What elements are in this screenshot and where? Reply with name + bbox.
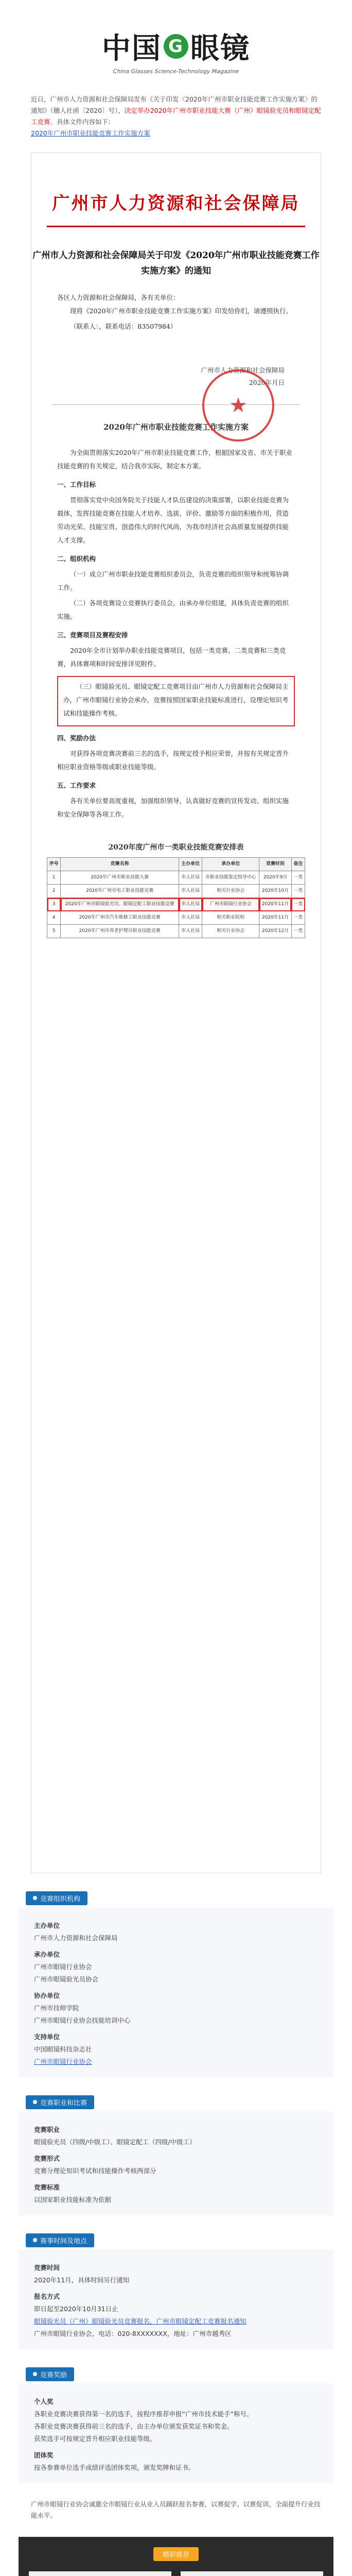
- info-section: [19, 2231, 333, 2349]
- section-value: 广州市人力资源和社会保障局: [34, 1934, 118, 1942]
- product-card[interactable]: [181, 2571, 323, 2576]
- table-row: [47, 925, 305, 938]
- section-body: [19, 1907, 333, 2077]
- product-image[interactable]: [181, 2571, 323, 2576]
- table-header-cell: 序号: [47, 858, 61, 871]
- section-value: 广州市眼镜验光员协会: [34, 1975, 99, 1983]
- table-row: [47, 898, 305, 911]
- table-cell: 相关行业协会: [202, 925, 259, 938]
- table-cell: 广州市眼镜行业协会: [202, 898, 259, 911]
- intro-paragraph: [0, 78, 352, 139]
- table-cell: 相关职业院校: [202, 911, 259, 925]
- outro-paragraph: 广州市眼镜行业协会诚邀全市眼镜行业从业人员踊跃报名参赛，以赛促学、以赛促训，全面提升行业技能水平。: [31, 2500, 321, 2519]
- doc-body: [31, 279, 321, 333]
- intro-text-1: 近日，广州市人力资源和社会保障局发布《关于印发〈2020年广州市职业技能竞赛工作实施方案〉的通知》（穗人社函〔2020〕号），: [31, 95, 318, 114]
- table-cell: 2020年广州市眼镜验光员、眼镜定配工职业技能竞赛: [61, 898, 179, 911]
- table-cell: 2020年广州市养老护理员职业技能竞赛: [61, 925, 179, 938]
- section-value: 各职业竞赛决赛获得前三名的选手，由主办单位颁发获奖证书和奖金。: [34, 2422, 234, 2430]
- section-body: [19, 2249, 333, 2349]
- section-tag: [26, 1891, 87, 1905]
- info-section: [19, 1889, 333, 2077]
- section-banner: [19, 1889, 333, 1907]
- product-grid: [29, 2571, 323, 2576]
- product-image[interactable]: [29, 2571, 171, 2576]
- doc-highlight-box: [57, 676, 295, 726]
- table-cell: 3: [47, 898, 61, 911]
- table-header-cell: 承办单位: [202, 858, 259, 871]
- table-cell: 市职业技能鉴定指导中心: [202, 871, 259, 885]
- recommend-tag: 精彩推荐: [153, 2547, 199, 2561]
- doc-section-heading: 四、奖励办法: [57, 734, 96, 742]
- table-cell: 一类: [291, 871, 305, 885]
- section-value: 各职业竞赛决赛获得第一名的选手，按程序推荐申报“广州市技术能手”称号。: [34, 2410, 253, 2418]
- table-header-cell: 竞赛名称: [61, 858, 179, 871]
- table-cell: 2020年11月: [259, 911, 291, 925]
- section-link[interactable]: 眼镜验光员（广州）眼镜验光员竞赛报名，广州市眼镜定配工竞赛报名通知: [34, 2317, 247, 2325]
- section-value: 广州市眼镜行业协会: [34, 1963, 92, 1971]
- section-tag-label: 赛事时间及地点: [40, 2237, 87, 2245]
- doc-paragraph: （二）各项竞赛设立竞赛执行委员会，由承办单位组建，具体负责竞赛的组织实施。: [57, 599, 289, 620]
- doc-section-heading: 二、组织机构: [57, 555, 96, 563]
- section-value: 按各参赛单位选手成绩评选团体奖项，颁发奖牌和证书。: [34, 2464, 195, 2471]
- recommend-section: [19, 2537, 333, 2576]
- doc-plan-body: [31, 434, 321, 821]
- section-banner: [19, 2093, 333, 2111]
- section-key: 协办单位: [34, 1992, 60, 1999]
- doc-highlight-paragraph: （三）眼镜验光员、眼镜定配工竞赛项目由广州市人力资源和社会保障局主办，广州市眼镜行业协会承办，竞赛按照国家职业技能标准进行，设理论知识考试和技能操作考核。: [63, 683, 289, 717]
- table-cell: 4: [47, 911, 61, 925]
- section-tag: [26, 2095, 94, 2109]
- doc-paragraph: 现将《2020年广州市职业技能竞赛工作实施方案》印发给你们，请遵照执行。: [70, 307, 292, 315]
- logo-left-text: 中国: [102, 32, 162, 65]
- table-cell: 2020年11月: [259, 898, 291, 911]
- section-body: [19, 2111, 333, 2215]
- table-cell: 1: [47, 871, 61, 885]
- section-tag: [26, 2367, 74, 2381]
- table-cell: 一类: [291, 911, 305, 925]
- section-value: 即日起至2020年10月31日止: [34, 2305, 118, 2313]
- table-cell: 5: [47, 925, 61, 938]
- section-value: 以国家职业技能标准为依据: [34, 2196, 112, 2204]
- intro-link[interactable]: 2020年广州市职业技能竞赛工作实施方案: [31, 129, 150, 137]
- doc-paragraph: 2020年全市计划举办职业技能竞赛项目，包括一类竞赛、二类竞赛和三类竞赛，具体赛项和时间安排详见附件。: [57, 647, 286, 668]
- intro-text-2: 。具体文件内容如下：: [50, 118, 115, 126]
- table-cell: 一类: [291, 885, 305, 898]
- info-section: [19, 2093, 333, 2215]
- doc-section-heading: 一、工作目标: [57, 481, 96, 488]
- table-header-cell: 竞赛时间: [259, 858, 291, 871]
- doc-signature: [31, 364, 321, 389]
- table-header-cell: 备注: [291, 858, 305, 871]
- table-cell: 2020年广州市职业技能大赛: [61, 871, 179, 885]
- official-document-image: [31, 152, 321, 1873]
- table-cell: 2020年12月: [259, 925, 291, 938]
- magazine-logo: [102, 26, 250, 67]
- section-note: 广州市眼镜行业协会，电话：020-8XXXXXXX，地址：广州市越秀区: [34, 2330, 232, 2337]
- section-tag-label: 竞赛职业和比赛: [40, 2099, 87, 2107]
- table-cell: 市人社局: [179, 911, 202, 925]
- doc-section-heading: 三、竞赛项目及赛程安排: [57, 631, 128, 639]
- doc-addressee: 各区人力资源和社会保障局，各有关单位：: [57, 294, 180, 301]
- official-seal-icon: [202, 369, 274, 442]
- table-row: [47, 885, 305, 898]
- section-value: 2020年11月，具体时间另行通知: [34, 2276, 130, 2284]
- section-key: 团体奖: [34, 2451, 54, 2459]
- table-cell: 市人社局: [179, 871, 202, 885]
- section-key: 个人奖: [34, 2398, 54, 2405]
- dot-icon: [33, 1896, 37, 1900]
- section-value: 获奖选手可按规定晋升相应职业技能等级。: [34, 2435, 156, 2443]
- table-header-cell: 主办单位: [179, 858, 202, 871]
- table-cell: 2020年广州市汽车维修工职业技能竞赛: [61, 911, 179, 925]
- table-cell: 2020年9月: [259, 871, 291, 885]
- masthead: [0, 0, 352, 78]
- dot-icon: [33, 2372, 37, 2376]
- section-value: 竞赛分理论知识考试和技能操作考核两部分: [34, 2167, 156, 2175]
- section-key: 报名方式: [34, 2293, 60, 2300]
- table-cell: 2020年10月: [259, 885, 291, 898]
- section-key: 竞赛标准: [34, 2183, 60, 2191]
- table-row: [47, 871, 305, 885]
- table-cell: 一类: [291, 898, 305, 911]
- dot-icon: [33, 2238, 37, 2242]
- table-cell: 市人社局: [179, 898, 202, 911]
- table-cell: 市人社局: [179, 885, 202, 898]
- section-key: 主办单位: [34, 1922, 60, 1929]
- section-banner: [19, 2231, 333, 2249]
- doc-sign-org: 广州市人力资源和社会保障局: [201, 366, 285, 374]
- schedule-table: [47, 857, 305, 938]
- table-cell: 相关行业协会: [202, 885, 259, 898]
- doc-paragraph: 为全面贯彻落实2020年广州市职业技能竞赛工作，根据国家及省、市关于职业技能竞赛的有关规定，结合我市实际，制定本方案。: [57, 449, 292, 470]
- doc-paragraph: 对获得各项竞赛决赛前三名的选手，按规定授予相应荣誉，并按有关规定晋升相应职业资格等级或职业技能等级。: [57, 750, 289, 771]
- section-link[interactable]: 广州市眼镜行业协会: [34, 2058, 92, 2065]
- table-cell: 2020年广州市电工职业技能竞赛: [61, 885, 179, 898]
- doc-redline: [47, 226, 305, 227]
- section-value: 广州市技师学院: [34, 2004, 79, 2012]
- section-tag-label: 竞赛奖励: [40, 2371, 67, 2379]
- logo-subtitle: China Glasses Science-Technology Magazine: [113, 68, 239, 75]
- product-card[interactable]: [29, 2571, 171, 2576]
- dot-icon: [33, 2100, 37, 2104]
- section-tag: [26, 2233, 94, 2247]
- section-value: 广州市眼镜行业协会技能培训中心: [34, 2016, 131, 2024]
- section-body: [19, 2383, 333, 2483]
- doc-subtitle: 2020年广州市职业技能竞赛工作实施方案: [103, 422, 249, 432]
- logo-mark-icon: G: [164, 34, 188, 59]
- section-tag-label: 竞赛组织机构: [40, 1895, 81, 1903]
- section-key: 承办单位: [34, 1951, 60, 1958]
- logo-right-text: 眼镜: [190, 32, 250, 65]
- section-key: 竞赛形式: [34, 2155, 60, 2162]
- table-cell: 2: [47, 885, 61, 898]
- doc-header: 广州市人力资源和社会保障局: [52, 193, 300, 214]
- table-row: [47, 911, 305, 925]
- doc-paragraph: 各有关单位要高度重视，加强组织领导，认真做好竞赛的宣传发动、组织实施和安全保障等各项工作。: [57, 797, 289, 818]
- table-header-row: [47, 858, 305, 871]
- section-value: 眼镜验光员（四级/中级工）、眼镜定配工（四级/中级工）: [34, 2138, 196, 2146]
- info-section: [19, 2365, 333, 2483]
- table-cell: 一类: [291, 925, 305, 938]
- table-cell: 市人社局: [179, 925, 202, 938]
- doc-sign-date: 2020年月日: [249, 379, 285, 386]
- section-key: 支持单位: [34, 2033, 60, 2041]
- section-banner: [19, 2365, 333, 2383]
- doc-contact: （联系人：，联系电话：83507984）: [70, 323, 177, 330]
- section-key: 竞赛时间: [34, 2264, 60, 2272]
- intro-highlight: 决定举办2020年广州市职业技能大赛（广州）眼镜验光员和眼镜定配工竞赛: [31, 107, 321, 126]
- doc-title: 广州市人力资源和社会保障局关于印发《2020年广州市职业技能竞赛工作实施方案》的通知: [32, 250, 320, 276]
- section-key: 竞赛职业: [34, 2126, 60, 2133]
- section-value: 中国眼镜科技杂志社: [34, 2045, 92, 2053]
- schedule-table-title: 2020年度广州市一类职业技能竞赛安排表: [108, 843, 244, 852]
- doc-paragraph: （一）成立广州市职业技能竞赛组织委员会，负责竞赛的组织领导和统筹协调工作。: [57, 570, 289, 591]
- doc-section-heading: 五、工作要求: [57, 782, 96, 789]
- doc-paragraph: 贯彻落实党中央国务院关于技能人才队伍建设的决策部署，以职业技能竞赛为载体，发挥技能竞赛在技能人才培养、选拔、评价、激励等方面的积极作用，营造劳动光荣、技能宝贵、创造伟大的时代风尚，为我市经济社会高质量发展提供技能人才支撑。: [57, 496, 289, 544]
